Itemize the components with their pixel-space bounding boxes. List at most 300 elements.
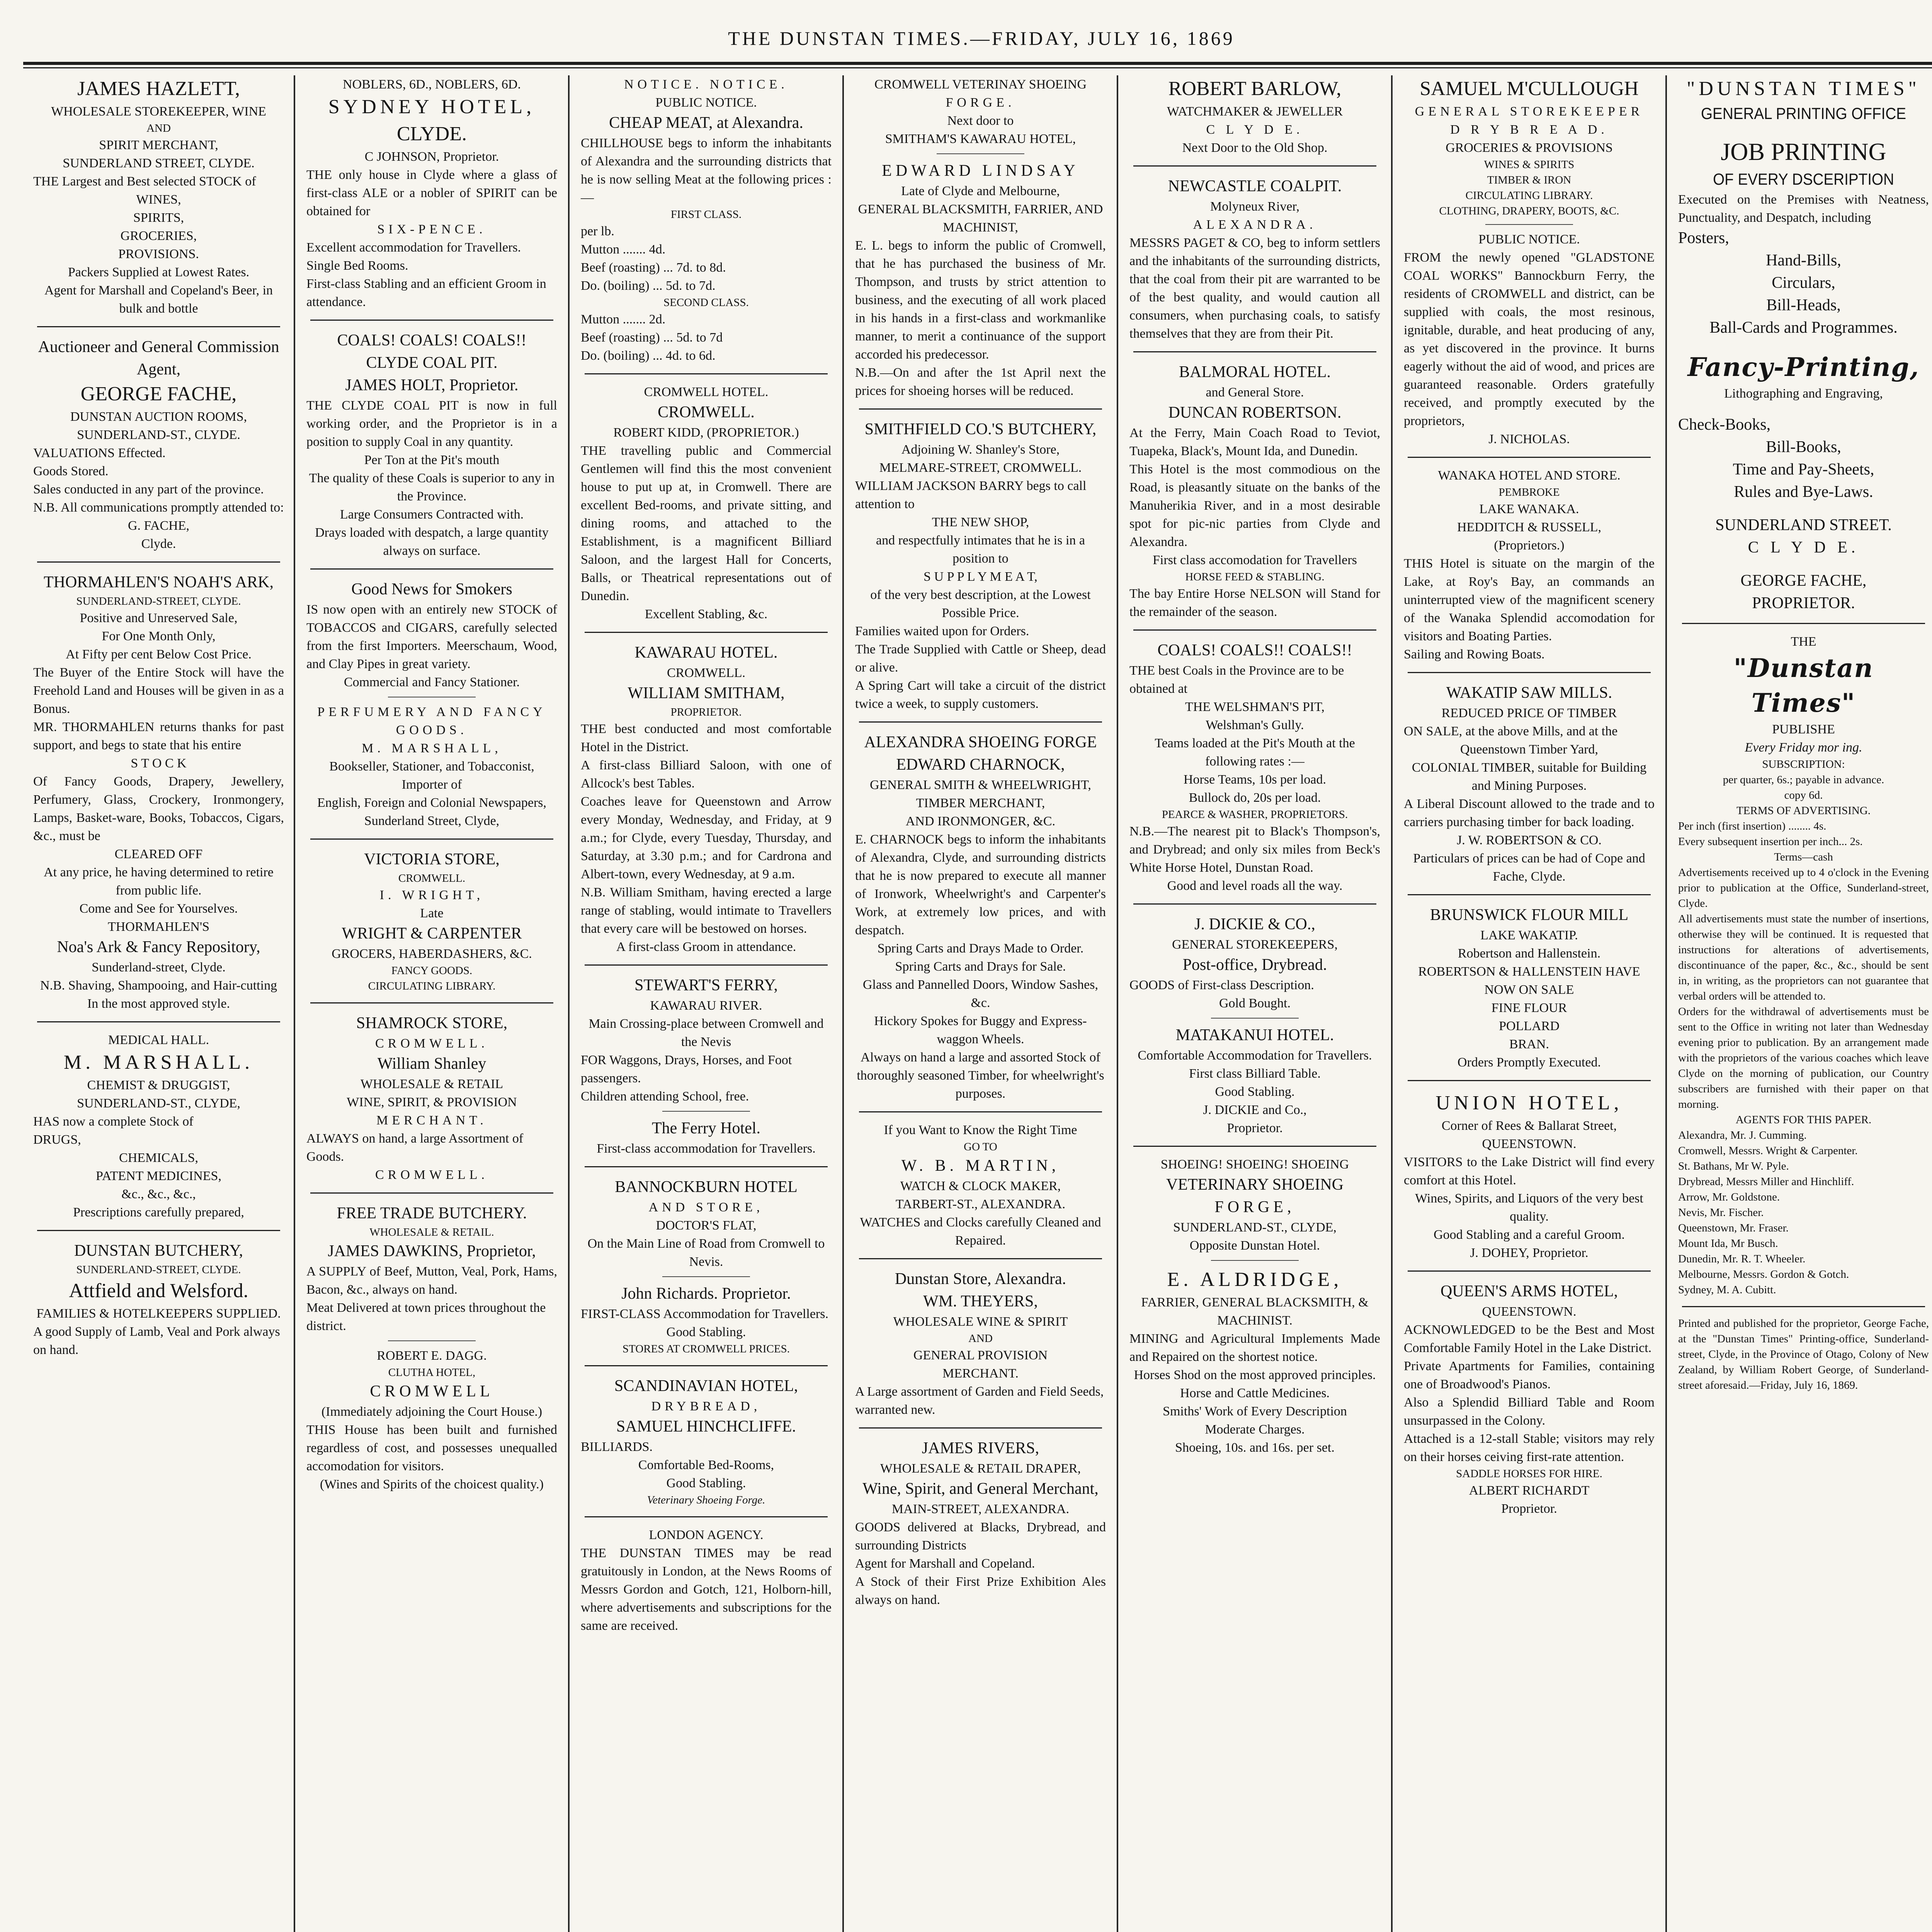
ad-text: E. CHARNOCK begs to inform the inhabitants of Alexandra, Clyde, and surrounding districts that he is now prepared to execute all manner of Ironwork, Wheelwright's and Carpenter's Work, at extremely low prices, and with despatch.: [855, 832, 1106, 937]
ad-text: REDUCED PRICE OF TIMBER: [1441, 706, 1617, 720]
ad-text: WATCHES and Clocks carefully Cleaned and Repaired.: [860, 1215, 1101, 1248]
ad-heading: VETERINARY SHOEING: [1166, 1176, 1344, 1194]
ad-text: C JOHNSON, Proprietor.: [364, 150, 499, 164]
ad-text: THE WELSHMAN'S PIT,: [1185, 700, 1325, 714]
ad-text: Opposite Dunstan Hotel.: [1189, 1238, 1320, 1253]
ad-text: Executed on the Premises with Neatness, Punctuality, and Despatch, including: [1678, 192, 1929, 225]
ad-text: Comfortable Bed-Rooms,: [638, 1458, 774, 1472]
ad-text: LAKE WAKATIP.: [1480, 928, 1578, 942]
ad-text: SECOND CLASS.: [663, 296, 749, 309]
ad-text: QUEENSTOWN.: [1482, 1137, 1577, 1151]
ad-heading: ALEXANDRA SHOEING FORGE: [864, 733, 1097, 751]
ad-text: WINES,: [136, 192, 181, 207]
column-rule: [310, 1002, 553, 1003]
ad-heading: "DUNSTAN TIMES": [1687, 78, 1920, 100]
column-rule: [310, 320, 553, 321]
ad-heading: GENERAL PRINTING OFFICE: [1701, 104, 1906, 122]
ad-text: POLLARD: [1499, 1019, 1560, 1033]
column-rule: [859, 1427, 1102, 1429]
ad-text: MR. THORMAHLEN returns thanks for past support, and begs to state that his entire: [33, 720, 284, 752]
ad-text: IS now open with an entirely new STOCK of TOBACCOS and CIGARS, carefully selected from the first Importers. Meerschaum, Wood, and Clay Pipes in great variety.: [306, 602, 557, 671]
ad-text: Goods Stored.: [33, 464, 109, 478]
ad-heading: "Dunstan Times": [1733, 653, 1874, 718]
ad-text: SUBSCRIPTION:: [1762, 758, 1845, 770]
ad-heading: ROBERT BARLOW,: [1168, 78, 1342, 100]
ad-text: Drays loaded with despatch, a large quantity always on surface.: [315, 526, 549, 558]
ad-text: (Immediately adjoining the Court House.): [321, 1405, 543, 1419]
ad-text: and respectfully intimates that he is in a position to: [876, 533, 1085, 566]
ad-text: Of Fancy Goods, Drapery, Jewellery, Perfumery, Glass, Crockery, Ironmongery, Lamps, Basket-ware, Books, Tobaccos, Cigars, &c., must be: [33, 774, 284, 843]
ad-text: CROMWELL.: [398, 872, 466, 884]
ad-text: Gold Bought.: [1219, 996, 1291, 1010]
ad-heading: WAKATIP SAW MILLS.: [1446, 684, 1612, 702]
ad-text: GOODS of First-class Description.: [1129, 978, 1314, 992]
ad-heading: CROMWELL.: [658, 403, 755, 421]
ad-text: MINING and Agricultural Implements Made and Repaired on the shortest notice.: [1129, 1332, 1380, 1364]
ad-text: Large Consumers Contracted with.: [340, 507, 524, 522]
ad-text: N.B. William Smitham, having erected a large range of stabling, would intimate to Travellers that every care will be bestowed on horses.: [581, 885, 832, 936]
ad-heading: BALMORAL HOTEL.: [1179, 363, 1331, 381]
ad-heading: Noa's Ark & Fancy Repository,: [57, 938, 260, 956]
column-separator: [1391, 75, 1393, 1932]
ad-text: QUEENSTOWN.: [1482, 1304, 1577, 1319]
ad-text: FIRST CLASS.: [670, 208, 742, 221]
ad-text: THE best Coals in the Province are to be obtained at: [1129, 663, 1344, 696]
ad-text: AND: [146, 122, 171, 134]
column-rule: [1408, 894, 1651, 895]
ad-text: (Proprietors.): [1494, 538, 1565, 553]
ad-text: &c., &c., &c.,: [121, 1187, 196, 1201]
ad-text: Commercial and Fancy Stationer.: [344, 675, 520, 689]
ad-text: SIX-PENCE.: [377, 222, 486, 236]
ad-heading: FORGE,: [1214, 1198, 1295, 1216]
ad-text: SUNDERLAND-STREET, CLYDE.: [76, 595, 241, 607]
ad-text: CLOTHING, DRAPERY, BOOTS, &C.: [1439, 205, 1619, 217]
ad-text: Mutton ....... 2d. Beef (roasting) ... 5d. to 7d Do. (boiling) ... 4d. to 6d.: [581, 312, 723, 363]
ad-text: Moderate Charges.: [1205, 1422, 1305, 1437]
ad-text: and General Store.: [1206, 385, 1304, 400]
ad-heading: VICTORIA STORE,: [364, 850, 500, 868]
ad-text: SPIRITS,: [133, 211, 184, 225]
ad-text: Spring Carts and Drays Made to Order. Spring Carts and Drays for Sale. Glass and Pannelled Doors, Window Sashes, &c. Hickory Spokes for Buggy and Express-waggon Wheels. Always on hand a large and assorted Stock of thoroughly seasoned Timber, for wheelwright's purposes.: [857, 941, 1104, 1101]
ad-text: DOCTOR'S FLAT,: [656, 1218, 757, 1233]
ad-text: VISITORS to the Lake District will find every comfort at this Hotel.: [1404, 1155, 1655, 1187]
column-rule: [310, 838, 553, 840]
ad-text: ACKNOWLEDGED to be the Best and Most Comfortable Family Hotel in the Lake District.: [1404, 1323, 1655, 1355]
masthead-rule-thin: [23, 67, 1932, 68]
column-rule: [310, 568, 553, 570]
ad-text: A SUPPLY of Beef, Mutton, Veal, Pork, Hams, Bacon, &c., always on hand.: [306, 1264, 557, 1297]
column-6: [1397, 75, 1662, 1932]
ad-heading: CLYDE.: [396, 123, 467, 145]
ad-text: NOTICE. NOTICE.: [624, 77, 788, 92]
ad-text: HAS now a complete Stock of: [33, 1114, 194, 1129]
ad-text: C L Y D E.: [1206, 122, 1304, 137]
column-rule: [1211, 1260, 1299, 1261]
ad-text: MESSRS PAGET & CO, beg to inform settlers and the inhabitants of the surrounding districts, that the coal from their pit are warranted to be of the best quality, and would caution all consumers, when purchasing coals, to satisfy themselves that they are from their Pit.: [1129, 236, 1380, 341]
ad-text: Proprietor.: [1501, 1502, 1557, 1516]
ad-text: D R Y B R E A D.: [1450, 122, 1608, 137]
ad-text: WATCHMAKER & JEWELLER: [1167, 104, 1343, 119]
ad-text: BILLIARDS.: [581, 1440, 653, 1454]
ad-text: Printed and published for the proprietor, George Fache, at the "Dunstan Times" Printing-office, Sunderland-street, Clyde, in the Province of Otago, Colony of New Zealand, by William Robert George, of Sunderland-street aforesaid.—Friday, July 16, 1869.: [1678, 1317, 1929, 1391]
column-rule: [585, 1166, 828, 1167]
ad-text: SUNDERLAND-STREET, CLYDE.: [76, 1264, 241, 1276]
ad-text: PEARCE & WASHER, PROPRIETORS.: [1162, 808, 1348, 821]
ad-text: THE only house in Clyde where a glass of first-class ALE or a nobler of SPIRIT can be obtained for: [306, 168, 557, 218]
ad-heading: Posters,: [1678, 229, 1729, 247]
ad-text: This Hotel is the most commodious on the Road, is pleasantly situate on the banks of the Manuherikia River, and in a most desirable spot for pic-nic parties from Clyde and Alexandra.: [1129, 462, 1380, 549]
ad-heading: The Ferry Hotel.: [651, 1119, 761, 1137]
ad-heading: NEWCASTLE COALPIT.: [1168, 177, 1342, 195]
ad-heading: Circulars,: [1772, 274, 1835, 292]
ad-text: FARRIER, GENERAL BLACKSMITH, & MACHINIST.: [1141, 1295, 1369, 1328]
column-4: [848, 75, 1113, 1932]
spacer: [1678, 125, 1929, 136]
column-rule: [1485, 224, 1573, 225]
ad-text: FORGE.: [946, 95, 1015, 110]
ad-heading: Ball-Cards and Programmes.: [1709, 319, 1898, 337]
ad-text: WINES & SPIRITS: [1484, 158, 1575, 171]
column-2: [299, 75, 564, 1932]
spacer: [1678, 403, 1929, 413]
ad-text: At the Ferry, Main Coach Road to Teviot, Tuapeka, Black's, Mount Ida, and Dunedin.: [1129, 426, 1380, 458]
ad-heading: BANNOCKBURN HOTEL: [615, 1178, 798, 1196]
ad-text: N.B. All communications promptly attended to:: [33, 500, 284, 515]
ad-text: Meat Delivered at town prices throughout the district.: [306, 1301, 546, 1333]
ad-text: CIRCULATING LIBRARY.: [1465, 189, 1593, 202]
ad-text: LONDON AGENCY.: [649, 1528, 764, 1542]
ad-heading: UNION HOTEL,: [1435, 1092, 1623, 1114]
ad-text: Sales conducted in any part of the province.: [33, 482, 264, 497]
masthead-rule: [23, 62, 1932, 65]
ad-text: S T O C K: [131, 756, 187, 770]
column-rule: [1133, 351, 1376, 352]
ad-text: Bookseller, Stationer, and Tobacconist, Importer of English, Foreign and Colonial Newspapers,: [317, 759, 547, 810]
ad-text: Advertisements received up to 4 o'clock in the Evening prior to publication at the Office, Sunderland-street, Clyde.: [1678, 866, 1929, 910]
column-rule: [859, 721, 1102, 723]
ad-text: CIRCULATING LIBRARY.: [368, 980, 496, 992]
ad-text: AND: [968, 1332, 993, 1345]
column-rule: [37, 326, 280, 327]
ad-text: A Liberal Discount allowed to the trade and to carriers purchasing timber for back loading.: [1404, 797, 1655, 829]
column-rule: [585, 373, 828, 374]
ad-heading: GEORGE FACHE,: [80, 383, 237, 405]
ad-text: Excellent accommodation for Travellers. Single Bed Rooms. First-class Stabling and an efficient Groom in attendance.: [306, 240, 546, 309]
ad-text: PERFUMERY AND FANCY GOODS.: [317, 705, 546, 737]
ad-text: KAWARAU RIVER.: [650, 998, 762, 1013]
ad-heading: SUNDERLAND STREET.: [1715, 516, 1892, 534]
ad-text: SUNDERLAND STREET, CLYDE.: [63, 156, 255, 170]
ad-heading: Fancy-Printing,: [1687, 352, 1920, 382]
spacer: [1678, 503, 1929, 514]
ad-text: GENERAL SMITH & WHEELWRIGHT,: [870, 778, 1091, 792]
ad-text: Queenstown Timber Yard,: [1460, 742, 1599, 757]
ad-text: Per Ton at the Pit's mouth: [364, 453, 500, 467]
ad-text: BRAN.: [1509, 1037, 1549, 1051]
column-rule: [37, 561, 280, 563]
ad-text: THE DUNSTAN TIMES may be read gratuitously in London, at the News Rooms of Messrs Gordon and Gotch, 121, Holborn-hill, where advertisements and subscriptions for the same are received.: [581, 1546, 832, 1633]
ad-text: Main Crossing-place between Cromwell and the Nevis: [588, 1017, 824, 1049]
ad-text: SPIRIT MERCHANT,: [99, 138, 218, 152]
ad-text: I. WRIGHT,: [379, 888, 484, 902]
ad-text: Sunderland Street, Clyde,: [364, 814, 500, 828]
ad-text: If you Want to Know the Right Time: [884, 1123, 1077, 1137]
ad-text: Good Stabling and a careful Groom.: [1434, 1228, 1625, 1242]
spacer: [1678, 559, 1929, 570]
column-rule: [859, 1111, 1102, 1112]
ad-text: ALBERT RICHARDT: [1469, 1483, 1590, 1498]
ad-text: SUNDERLAND-ST., CLYDE.: [77, 428, 240, 442]
ad-text: Orders for the withdrawal of advertisements must be sent to the Office in writing not later than Wednesday evening prior to publication. By an arrangement made with the proprietors of the various coaches which leave Clyde on the morning of publication, our Country subscribers are furnished with their paper on that morning.: [1678, 1005, 1929, 1111]
ad-text: Positive and Unreserved Sale, For One Month Only, At Fifty per cent Below Cost Price.: [66, 611, 252, 662]
ad-text: THE CLYDE COAL PIT is now in full working order, and the Proprietor is in a position to supply Coal in any quantity.: [306, 398, 557, 449]
ad-text: THE best conducted and most comfortable Hotel in the District. A first-class Billiard Saloon, with one of Allcock's best Tables.: [581, 722, 832, 791]
ad-text: CROMWELL.: [375, 1168, 489, 1182]
ad-text: DUNSTAN AUCTION ROOMS,: [70, 410, 247, 424]
ad-text: Coaches leave for Queenstown and Arrow every Monday, Wednesday, and Friday, at 9 a.m.; for Clyde, every Tuesday, Thursday, and Saturday, at 3.30 p.m.; and for Cardrona and Albert-town, every Wednesday, at 9 a.m.: [581, 794, 832, 881]
ad-text: CROMWELL HOTEL.: [644, 385, 769, 399]
ad-heading: OF EVERY DSCERIPTION: [1713, 170, 1894, 188]
ad-heading: SAMUEL HINCHCLIFFE.: [616, 1418, 796, 1435]
ad-text: THE: [1791, 634, 1816, 649]
ad-text: ON SALE, at the above Mills, and at the: [1404, 724, 1618, 738]
ad-heading: C L Y D E.: [1748, 539, 1859, 556]
ad-text: WHOLESALE WINE & SPIRIT: [893, 1315, 1068, 1329]
ad-text: Next Door to the Old Shop.: [1182, 141, 1328, 155]
ad-text: DRYBREAD,: [651, 1399, 761, 1413]
ad-text: FROM the newly opened "GLADSTONE COAL WORKS" Bannockburn Ferry, the residents of CROMWELL and district, can be supplied with coals, the most resinous, ignitable, durable, and heat producing of any, as yet discovered in the province. It burns eagerly without the aid of wood, and prices are guaranteed reasonable. Orders gratefully received, and promptly executed by the proprietors,: [1404, 250, 1655, 428]
column-separator: [294, 75, 295, 1932]
ad-text: SUNDERLAND-ST., CLYDE,: [77, 1096, 240, 1111]
ad-text: ALWAYS on hand, a large Assortment of Goods.: [306, 1131, 524, 1164]
ad-text: Good Stabling.: [666, 1325, 746, 1339]
ad-text: Terms—cash: [1774, 851, 1833, 863]
ad-heading: SCANDINAVIAN HOTEL,: [614, 1377, 798, 1395]
ad-text: HORSE FEED & STABLING.: [1185, 571, 1325, 583]
ad-heading: DUNSTAN BUTCHERY,: [74, 1242, 243, 1260]
ad-heading: WILLIAM SMITHAM,: [628, 684, 785, 702]
column-rule: [662, 1276, 750, 1277]
column-separator: [568, 75, 570, 1932]
ad-heading: Rules and Bye-Laws.: [1734, 483, 1873, 501]
ad-text: S U P P L Y M E A T,: [923, 570, 1037, 584]
ad-heading: Bill-Heads,: [1766, 296, 1841, 314]
ad-text: Welshman's Gully.: [1206, 718, 1304, 732]
ad-text: GROCERIES,: [120, 229, 197, 243]
ad-text: NOBLERS, 6D., NOBLERS, 6D.: [343, 77, 521, 92]
ad-text: Sunderland-street, Clyde.: [92, 960, 226, 975]
ad-heading: JAMES HOLT, Proprietor.: [345, 376, 519, 394]
ad-text: GENERAL STOREKEEPER: [1415, 104, 1644, 119]
ad-text: Particulars of prices can be had of Cope and Fache, Clyde.: [1413, 851, 1645, 884]
ad-text: E. L. begs to inform the public of Cromwell, that he has purchased the business of Mr. Thompson, and trusts by strict attention to business, and the executing of all work placed in his hands in a first-class and workmanlike manner, to merit a continuance of the support accorded his predecessor.: [855, 238, 1106, 362]
ad-heading: John Richards. Proprietor.: [621, 1285, 791, 1303]
ad-text: AGENTS FOR THIS PAPER.: [1735, 1114, 1872, 1126]
ad-heading: JAMES DAWKINS, Proprietor,: [328, 1242, 536, 1260]
ad-text: J. DOHEY, Proprietor.: [1470, 1246, 1588, 1260]
column-rule: [585, 632, 828, 633]
ad-heading: COALS! COALS! COALS!!: [337, 332, 527, 349]
ad-heading: Post-office, Drybread.: [1182, 956, 1327, 974]
ad-text: THE Largest and Best selected STOCK of: [33, 174, 256, 189]
ad-heading: MATAKANUI HOTEL.: [1175, 1026, 1334, 1044]
ad-text: Come and See for Yourselves.: [79, 901, 238, 916]
ad-text: FOR Waggons, Drays, Horses, and Foot passengers. Children attending School, free.: [581, 1053, 792, 1104]
ad-text: FAMILIES & HOTELKEEPERS SUPPLIED.: [36, 1306, 281, 1321]
ad-text: M. MARSHALL,: [362, 741, 502, 755]
ad-text: Clyde.: [141, 537, 176, 551]
ad-text: GROCERIES & PROVISIONS: [1446, 141, 1613, 155]
ad-heading: BRUNSWICK FLOUR MILL: [1430, 906, 1629, 924]
ad-text: CROMWELL.: [375, 1036, 489, 1051]
ad-text: CHEMIST & DRUGGIST,: [87, 1078, 230, 1092]
ad-text: Comfortable Accommodation for Travellers. First class Billiard Table. Good Stabling.: [1138, 1048, 1372, 1099]
ad-text: GENERAL PROVISION: [913, 1348, 1048, 1362]
ad-heading: EDWARD CHARNOCK,: [896, 756, 1065, 774]
ad-text: WATCH & CLOCK MAKER,: [900, 1179, 1061, 1193]
ad-text: GO TO: [964, 1141, 997, 1153]
ad-text: (Wines and Spirits of the choicest quality.): [320, 1477, 544, 1492]
ad-heading: Hand-Bills,: [1766, 252, 1841, 269]
ad-text: THE NEW SHOP,: [932, 515, 1029, 529]
ad-text: Shoeing, 10s. and 16s. per set.: [1175, 1440, 1335, 1455]
ad-text: Good Stabling.: [666, 1476, 746, 1490]
ad-text: Families waited upon for Orders. The Trade Supplied with Cattle or Sheep, dead or alive. A Spring Cart will take a circuit of the district twice a week, to supply customers.: [855, 624, 1106, 711]
ad-text: GOODS delivered at Blacks, Drybread, and surrounding Districts Agent for Marshall and Copeland. A Stock of their First Prize Exhibition Ales always on hand.: [855, 1520, 1106, 1607]
ad-heading: JAMES RIVERS,: [922, 1439, 1039, 1457]
ad-text: Per inch (first insertion) ........ 4s. Every subsequent insertion per inch... 2s.: [1678, 820, 1863, 848]
ad-heading: J. DICKIE & CO.,: [1194, 915, 1315, 933]
column-rule: [859, 408, 1102, 410]
ad-text: The quality of these Coals is superior to any in the Province.: [309, 471, 555, 503]
column-rule: [662, 1111, 750, 1112]
ad-text: THE travelling public and Commercial Gentlemen will find this the most convenient house to put up at, in Cromwell. There are excellent Bed-rooms, and private sitting, and dining rooms, and attached to the Establishment, is a magnificent Billiard Saloon, and the largest Hall for Concerts, Balls, or Theatrical representations out of Dunedin.: [581, 444, 832, 603]
ad-text: All advertisements must state the number of insertions, otherwise they will be continued. It is requested that instructions for alterations of advertisements, discontinuance of the paper, &c., &c., should be sent in, in writing, as the proprietors can not guarantee that verbal orders will be attended to.: [1678, 913, 1929, 1002]
ad-text: Veterinary Shoeing Forge.: [647, 1494, 765, 1506]
ad-text: STORES AT CROMWELL PRICES.: [622, 1343, 790, 1355]
ad-text: A first-class Groom in attendance.: [616, 940, 796, 954]
column-rule: [37, 1230, 280, 1231]
ad-text: A Large assortment of Garden and Field Seeds, warranted new.: [855, 1384, 1104, 1417]
ad-heading: COALS! COALS!! COALS!!: [1157, 641, 1352, 659]
ad-heading: M. MARSHALL.: [63, 1051, 254, 1073]
column-rule: [388, 1340, 476, 1341]
ad-text: WHOLESALE & RETAIL DRAPER,: [880, 1461, 1081, 1476]
ad-text: Prescriptions carefully prepared,: [73, 1205, 244, 1219]
column-rule: [585, 1516, 828, 1517]
ad-text: Private Apartments for Families, containing one of Broadwood's Pianos. Also a Splendid Billiard Table and Room unsurpassed in the Colony. Attached is a 12-stall Stable; visitors may rely on their horses ceiving first-rate attention.: [1404, 1359, 1655, 1464]
ad-text: Teams loaded at the Pit's Mouth at the following rates :— Horse Teams, 10s per load. Bullock do, 20s per load.: [1155, 736, 1355, 805]
ad-heading: Auctioneer and General Commission Agent,: [38, 338, 279, 378]
column-separator: [842, 75, 844, 1932]
ad-heading: Bill-Books,: [1766, 438, 1841, 456]
column-rule: [1211, 1018, 1299, 1019]
ad-heading: QUEEN'S ARMS HOTEL,: [1440, 1282, 1618, 1300]
ad-text: First-class accommodation for Travellers.: [597, 1141, 816, 1156]
ad-text: First class accomodation for Travellers: [1153, 553, 1357, 567]
ad-text: Molyneux River,: [1210, 199, 1299, 214]
ad-text: Robertson and Hallenstein.: [1458, 946, 1601, 961]
ad-text: ROBERT KIDD, (PROPRIETOR.): [613, 425, 799, 440]
ad-text: Alexandra, Mr. J. Cumming. Cromwell, Messrs. Wright & Carpenter. St. Bathans, Mr W. Pyle. Drybread, Messrs Miller and Hinchliff. Arrow, Mr. Goldstone. Nevis, Mr. Fischer. Queenstown, Mr. Fraser. Mount Ida, Mr Busch. Dunedin, Mr. R. T. Wheeler. Melbourne, Messrs. Gordon & Gotch. Sydney, M. A. Cubitt.: [1678, 1129, 1858, 1296]
ad-heading: E. ALDRIDGE,: [1167, 1269, 1343, 1291]
ad-text: WINE, SPIRIT, & PROVISION: [347, 1095, 517, 1109]
ad-text: MELMARE-STREET, CROMWELL.: [879, 461, 1082, 475]
column-rule: [585, 964, 828, 966]
ad-text: GROCERS, HABERDASHERS, &C.: [332, 947, 532, 961]
ad-heading: KAWARAU HOTEL.: [634, 644, 778, 662]
ad-text: PEMBROKE: [1498, 486, 1560, 498]
ad-heading: THORMAHLEN'S NOAH'S ARK,: [43, 573, 274, 591]
ad-text: MEDICAL HALL.: [108, 1033, 209, 1047]
column-1: [26, 75, 291, 1932]
page-masthead: THE DUNSTAN TIMES.—FRIDAY, JULY 16, 1869: [728, 27, 1235, 49]
ad-text: Late: [420, 906, 444, 920]
ad-text: J. NICHOLAS.: [1488, 432, 1570, 446]
ad-text: MERCHANT.: [942, 1366, 1019, 1381]
ad-text: FIRST-CLASS Accommodation for Travellers.: [581, 1307, 828, 1321]
ad-heading: WM. THEYERS,: [923, 1293, 1038, 1310]
ad-text: WHOLESALE STOREKEEPER, WINE: [51, 104, 266, 119]
ad-text: PUBLIC NOTICE.: [1478, 232, 1580, 247]
ad-heading: GEORGE FACHE,: [1740, 572, 1867, 590]
column-rule: [1682, 1306, 1925, 1307]
ad-heading: JOB PRINTING: [1721, 138, 1886, 165]
ad-text: Corner of Rees & Ballarat Street,: [1441, 1119, 1617, 1133]
ad-text: MERCHANT.: [376, 1113, 487, 1128]
ad-text: PROVISIONS.: [118, 247, 199, 261]
column-rule: [1133, 903, 1376, 905]
ad-heading: DUNCAN ROBERTSON.: [1168, 404, 1342, 422]
ad-heading: Attfield and Welsford.: [69, 1280, 248, 1302]
column-rule: [37, 1021, 280, 1022]
ad-text: J. DICKIE and Co.,: [1203, 1103, 1307, 1117]
ad-text: WHOLESALE & RETAIL.: [369, 1226, 494, 1238]
ad-text: THIS House has been built and furnished regardless of cost, and possesses unequalled accomodation for visitors.: [306, 1423, 557, 1473]
ad-text: HEDDITCH & RUSSELL,: [1457, 520, 1602, 534]
ad-text: AND IRONMONGER, &C.: [905, 814, 1056, 828]
ad-text: Proprietor.: [1227, 1121, 1283, 1135]
ad-text: WANAKA HOTEL AND STORE.: [1438, 468, 1621, 483]
ad-text: Good and level roads all the way.: [1167, 879, 1343, 893]
ad-text: Wines, Spirits, and Liquors of the very best quality.: [1415, 1191, 1643, 1224]
ad-text: AND STORE,: [648, 1200, 764, 1214]
ad-text: The Buyer of the Entire Stock will have the Freehold Land and Houses will be given in as a Bonus.: [33, 665, 284, 716]
ad-text: Orders Promptly Executed.: [1457, 1055, 1601, 1070]
ad-text: MAIN-STREET, ALEXANDRA.: [891, 1502, 1070, 1516]
column-rule: [937, 153, 1024, 154]
column-separator: [1665, 75, 1667, 1932]
ad-text: SHOEING! SHOEING! SHOEING: [1160, 1157, 1349, 1172]
ad-text: GENERAL STOREKEEPERS,: [1172, 937, 1338, 952]
ad-text: N.B. Shaving, Shampooing, and Hair-cutting In the most approved style.: [40, 978, 277, 1011]
ad-text: ALEXANDRA.: [1193, 218, 1317, 232]
ad-text: THORMAHLEN'S: [107, 920, 210, 934]
ad-heading: EDWARD LINDSAY: [882, 162, 1079, 180]
column-rule: [585, 1365, 828, 1366]
ad-text: SADDLE HORSES FOR HIRE.: [1456, 1468, 1602, 1480]
ad-text: J. W. ROBERTSON & CO.: [1457, 833, 1602, 847]
ad-text: TARBERT-ST., ALEXANDRA.: [895, 1197, 1066, 1211]
ad-heading: Dunstan Store, Alexandra.: [895, 1270, 1066, 1288]
ad-text: CROMWELL VETERINAY SHOEING: [874, 77, 1087, 92]
ad-text: TIMBER & IRON: [1487, 174, 1571, 186]
ad-heading: William Shanley: [377, 1055, 486, 1073]
ad-heading: SMITHFIELD CO.'S BUTCHERY,: [864, 420, 1097, 438]
ad-text: Late of Clyde and Melbourne,: [901, 184, 1060, 198]
ad-text: per quarter, 6s.; payable in advance. copy 6d.: [1723, 774, 1884, 801]
